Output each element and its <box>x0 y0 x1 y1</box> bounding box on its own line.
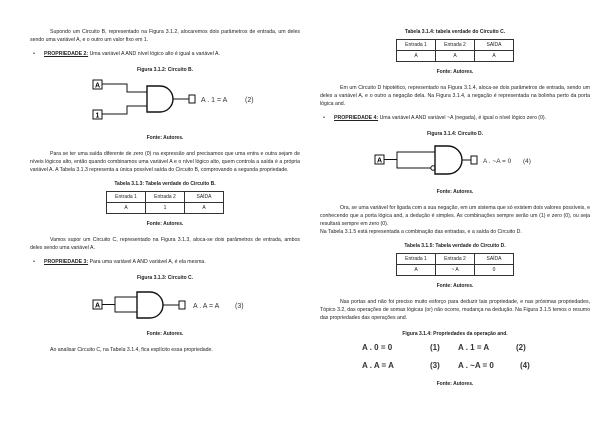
table-cell: A <box>107 203 146 214</box>
table-header: Entrada 2 <box>436 40 475 51</box>
table-header: SAÍDA <box>185 192 224 203</box>
property-expression: A . A = A <box>362 361 394 370</box>
property-text: Para uma variável A AND variável A, é ela mesma. <box>89 259 206 265</box>
property-expression: A . 0 = 0 <box>362 343 393 352</box>
paragraph: Para se ter uma saída diferente de zero (0) na expressão and precisamos que uma entra e outra sejam de níveis lógicos alto, então quando combinamos uma variável A e o nível lógico alto, quem controla a saída é a própria variável A. A Tabela 3.1.3 representa a única possível saída do Circuito B, comprovando a segunda propriedade. <box>30 151 300 173</box>
properties-summary <box>320 342 590 378</box>
property-2 <box>30 50 300 58</box>
property-expression: A . ~A = 0 <box>458 361 494 370</box>
truth-table-circuit-d <box>396 253 514 276</box>
circuit-d-expression: A . ~A = 0 <box>483 158 512 165</box>
table-cell: ~ A <box>436 265 475 276</box>
table-caption: Tabela 3.1.4: tabela verdade do Circuito C. <box>404 29 506 35</box>
paragraph: Ora, se uma variável for ligada com a sua negação, em um sistema que só existem dois valores possíveis, e conhecendo que a porta lógica and, a dedução é simples. As combinações sempre serão um (1) e zero (0), ou seja resultará sempre em zero (0). <box>320 205 590 227</box>
table-cell: 1 <box>146 203 185 214</box>
table-cell: A <box>185 203 224 214</box>
table-cell: 0 <box>475 265 514 276</box>
equation-number: (2) <box>516 343 526 352</box>
and-gate-icon <box>137 292 163 318</box>
table-cell: A <box>436 51 475 62</box>
equation-number: (2) <box>245 97 254 104</box>
property-text: Uma variável A AND variável ~A (negada), é igual o nível lógico zero (0). <box>379 115 547 121</box>
bullet-icon: • <box>33 259 35 265</box>
property-3 <box>30 258 300 266</box>
table-header: Entrada 1 <box>397 40 436 51</box>
circuit-c-expression: A . A = A <box>193 303 220 310</box>
table-header: SAÍDA <box>475 254 514 265</box>
property-label: PROPRIEDADE 4: <box>334 115 379 121</box>
table-header: Entrada 1 <box>397 254 436 265</box>
table-caption: Tabela 3.1.3: Tabela verdade do Circuito B. <box>114 181 216 187</box>
figure-source: Fonte: Autores. <box>436 381 474 387</box>
figure-caption: Figura 3.1.4: Circuito D. <box>426 131 484 137</box>
right-column <box>320 0 590 388</box>
circuit-b-diagram <box>65 78 265 126</box>
table-cell: A <box>397 51 436 62</box>
circuit-b-expression: A . 1 = A <box>201 97 228 104</box>
figure-source: Fonte: Autores. <box>146 135 184 141</box>
paragraph: Supondo um Circuito B, representado na Figura 3.1.2, alocaremos dois parâmetros de entrada, um deles sendo uma variável A, e o outro um valor fixo em 1. <box>30 29 300 43</box>
figure-caption: Figura 3.1.3: Circuito C. <box>136 275 194 281</box>
circuit-b-input-1: A <box>94 82 101 90</box>
table-header: Entrada 1 <box>107 192 146 203</box>
figure-source: Fonte: Autores. <box>146 331 184 337</box>
property-expression: A . 1 = A <box>458 343 490 352</box>
table-source: Fonte: Autores. <box>436 283 474 289</box>
circuit-d-diagram <box>355 142 555 182</box>
property-text: Uma variável A AND nível lógico alto é igual a variável A. <box>89 51 220 57</box>
circuit-c-diagram <box>65 288 265 322</box>
left-column <box>30 0 300 354</box>
figure-caption: Figura 3.1.2: Circuito B. <box>136 67 194 73</box>
table-header: Entrada 2 <box>146 192 185 203</box>
table-source: Fonte: Autores. <box>146 221 184 227</box>
table-row <box>397 265 514 276</box>
paragraph: Nas portas and não foi preciso muito esforço para deduzir tais propriedade, e nas próximas propriedades, Tópico 3.2, das operações de somas lógicas (or) não ocorre, mudança na dedução. Na Figura 3.1.5 temos o resumo das propriedades das operações and. <box>320 299 590 321</box>
paragraph: Na Tabela 3.1.5 está representada a combinação das entradas, e a saída do Circuito D. <box>320 229 522 235</box>
and-gate-icon <box>147 86 173 112</box>
property-4 <box>320 114 590 122</box>
table-row <box>397 51 514 62</box>
and-gate-icon <box>435 146 462 174</box>
paragraph: Em um Circuito D hipotético, representado na Figura 3.1.4, aloca-se dois parâmetros de entrada, sendo um deles a variável A, e o outro a negação dela. Na Figura 3.1.4, a negação é representada na bolinha perto da porta lógica and. <box>320 85 590 107</box>
bullet-icon: • <box>323 115 325 121</box>
paragraph: Vamos supor um Circuito C, representado na Figura 3.1.3, aloca-se dois parâmetros de entrada, ambos deles sendo uma variável A. <box>30 237 300 251</box>
equation-number: (3) <box>430 361 440 370</box>
equation-number: (3) <box>235 303 244 310</box>
circuit-d-input: A <box>376 157 383 165</box>
table-caption: Tabela 3.1.5: Tabela verdade do Circuito D. <box>404 243 506 249</box>
table-cell: A <box>475 51 514 62</box>
table-header: SAÍDA <box>475 40 514 51</box>
circuit-b-input-2: 1 <box>95 112 100 120</box>
property-label: PROPRIEDADE 2: <box>44 51 89 57</box>
equation-number: (4) <box>520 361 530 370</box>
table-row <box>107 203 224 214</box>
property-label: PROPRIEDADE 3: <box>44 259 89 265</box>
figure-source: Fonte: Autores. <box>436 189 474 195</box>
circuit-c-input: A <box>94 302 101 310</box>
table-header: Entrada 2 <box>436 254 475 265</box>
table-source: Fonte: Autores. <box>436 69 474 75</box>
truth-table-circuit-b <box>106 191 224 214</box>
equation-number: (1) <box>430 343 440 352</box>
paragraph: Ao analisar Circuito C, na Tabela 3.1.4, fica explícito essa propriedade. <box>50 347 213 353</box>
table-cell: A <box>397 265 436 276</box>
bullet-icon: • <box>33 51 35 57</box>
equation-number: (4) <box>523 158 531 165</box>
truth-table-circuit-c <box>396 39 514 62</box>
figure-caption: Figura 3.1.4: Propriedades da operação and. <box>402 331 508 337</box>
